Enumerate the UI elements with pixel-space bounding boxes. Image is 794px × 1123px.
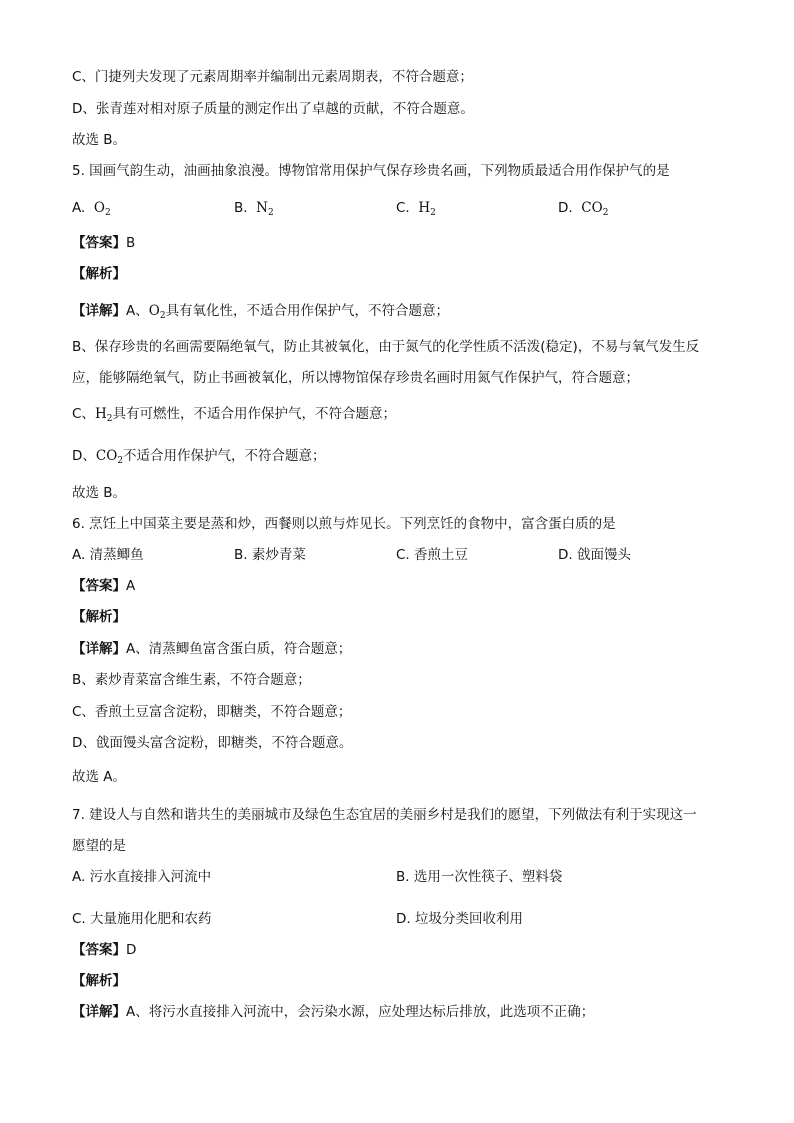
q6-option-b: B. 素炒青菜	[234, 547, 306, 563]
q7-stem-line1: 7. 建设人与自然和谐共生的美丽城市及绿色生态宜居的美丽乡村是我们的愿望，下列做法有利于实现这一	[72, 807, 697, 823]
q6-detail-d: D、戗面馒头富含淀粉，即糖类，不符合题意。	[72, 735, 353, 751]
q6-detail-a	[72, 640, 351, 658]
detail-prefix: A、	[126, 303, 149, 319]
q5-detail-b-line2: 应，能够隔绝氧气，防止书画被氧化，所以博物馆保存珍贵名画时用氮气作保护气，符合题意；	[72, 370, 639, 386]
formula-subscript: 2	[430, 208, 436, 218]
detail-text: 具有可燃性，不适合用作保护气，不符合题意；	[112, 406, 396, 422]
q5-detail-b-line1: B、保存珍贵的名画需要隔绝氧气，防止其被氧化，由于氮气的化学性质不活泼(稳定)，不易与氧气发生反	[72, 339, 700, 355]
formula-subscript: 2	[602, 208, 609, 218]
q7-option-a: A. 污水直接排入河流中	[72, 869, 212, 885]
option-letter: B.	[234, 200, 248, 216]
q7-analysis-heading	[72, 972, 126, 990]
option-letter: C.	[396, 200, 410, 216]
answer-tag: 【答案】	[72, 942, 126, 958]
q7-detail-a	[72, 1003, 594, 1021]
answer-tag: 【答案】	[72, 578, 126, 594]
answer-tag: 【答案】	[72, 235, 126, 251]
formula-base: CO	[581, 200, 603, 216]
q5-conclusion: 故选 B。	[72, 485, 127, 501]
analysis-tag: 【解析】	[72, 609, 126, 625]
q5-option-a	[72, 199, 111, 222]
q5-analysis-heading	[72, 265, 126, 283]
formula-base: O	[148, 303, 160, 319]
q7-option-b: B. 选用一次性筷子、塑料袋	[396, 869, 563, 885]
q6-option-d: D. 戗面馒头	[558, 547, 631, 563]
q5-option-c	[396, 199, 436, 222]
formula-base: O	[93, 200, 105, 216]
detail-text: A、将污水直接排入河流中，会污染水源，应处理达标后排放，此选项不正确；	[126, 1004, 595, 1020]
answer-value: A	[126, 578, 136, 594]
formula-base: CO	[95, 448, 118, 464]
detail-tag: 【详解】	[72, 641, 126, 657]
formula-subscript: 2	[104, 208, 111, 218]
formula-base: H	[418, 200, 431, 216]
detail-tag: 【详解】	[72, 1004, 126, 1020]
q5-detail-d	[72, 447, 326, 470]
formula-base: H	[94, 406, 107, 422]
formula-subscript: 2	[106, 414, 113, 424]
q5-detail-a	[72, 302, 449, 325]
q5-answer	[72, 234, 135, 252]
detail-prefix: D、	[72, 448, 96, 464]
q6-option-c: C. 香煎土豆	[396, 547, 469, 563]
answer-value: B	[126, 235, 136, 251]
detail-text: 不适合用作保护气，不符合题意；	[123, 448, 326, 464]
q7-option-d: D. 垃圾分类回收利用	[396, 911, 523, 927]
formula-subscript: 2	[267, 208, 274, 218]
option-letter: A.	[72, 200, 86, 216]
q6-conclusion: 故选 A。	[72, 769, 127, 785]
q6-detail-c: C、香煎土豆富含淀粉，即糖类，不符合题意；	[72, 704, 352, 720]
formula-subscript: 2	[117, 456, 124, 466]
analysis-tag: 【解析】	[72, 266, 126, 282]
q6-analysis-heading	[72, 608, 126, 626]
q7-stem-line2: 愿望的是	[72, 838, 126, 854]
q5-option-d	[558, 199, 608, 222]
q5-stem: 5. 国画气韵生动，油画抽象浪漫。博物馆常用保护气保存珍贵名画，下列物质最适合用作保护气的是	[72, 163, 670, 179]
analysis-tag: 【解析】	[72, 973, 126, 989]
detail-text: A、清蒸鲫鱼富含蛋白质，符合题意；	[126, 641, 352, 657]
formula-base: N	[256, 200, 268, 216]
q4-conclusion: 故选 B。	[72, 132, 127, 148]
q7-answer	[72, 941, 136, 959]
q6-stem: 6. 烹饪上中国菜主要是蒸和炒，西餐则以煎与炸见长。下列烹饪的食物中，富含蛋白质的是	[72, 516, 616, 532]
q5-option-b	[234, 199, 274, 222]
q6-option-a: A. 清蒸鲫鱼	[72, 547, 144, 563]
q5-detail-c	[72, 405, 396, 428]
answer-value: D	[126, 942, 137, 958]
q4-option-d-explanation: D、张青莲对相对原子质量的测定作出了卓越的贡献，不符合题意。	[72, 101, 474, 117]
option-letter: D.	[558, 200, 573, 216]
q6-detail-b: B、素炒青菜富含维生素，不符合题意；	[72, 672, 311, 688]
q7-option-c: C. 大量施用化肥和农药	[72, 911, 212, 927]
detail-prefix: C、	[72, 406, 95, 422]
q6-answer	[72, 577, 135, 595]
formula-subscript: 2	[159, 311, 166, 321]
detail-tag: 【详解】	[72, 303, 126, 319]
detail-text: 具有氧化性，不适合用作保护气，不符合题意；	[165, 303, 450, 319]
q4-option-c-explanation: C、门捷列夫发现了元素周期率并编制出元素周期表，不符合题意；	[72, 69, 473, 85]
